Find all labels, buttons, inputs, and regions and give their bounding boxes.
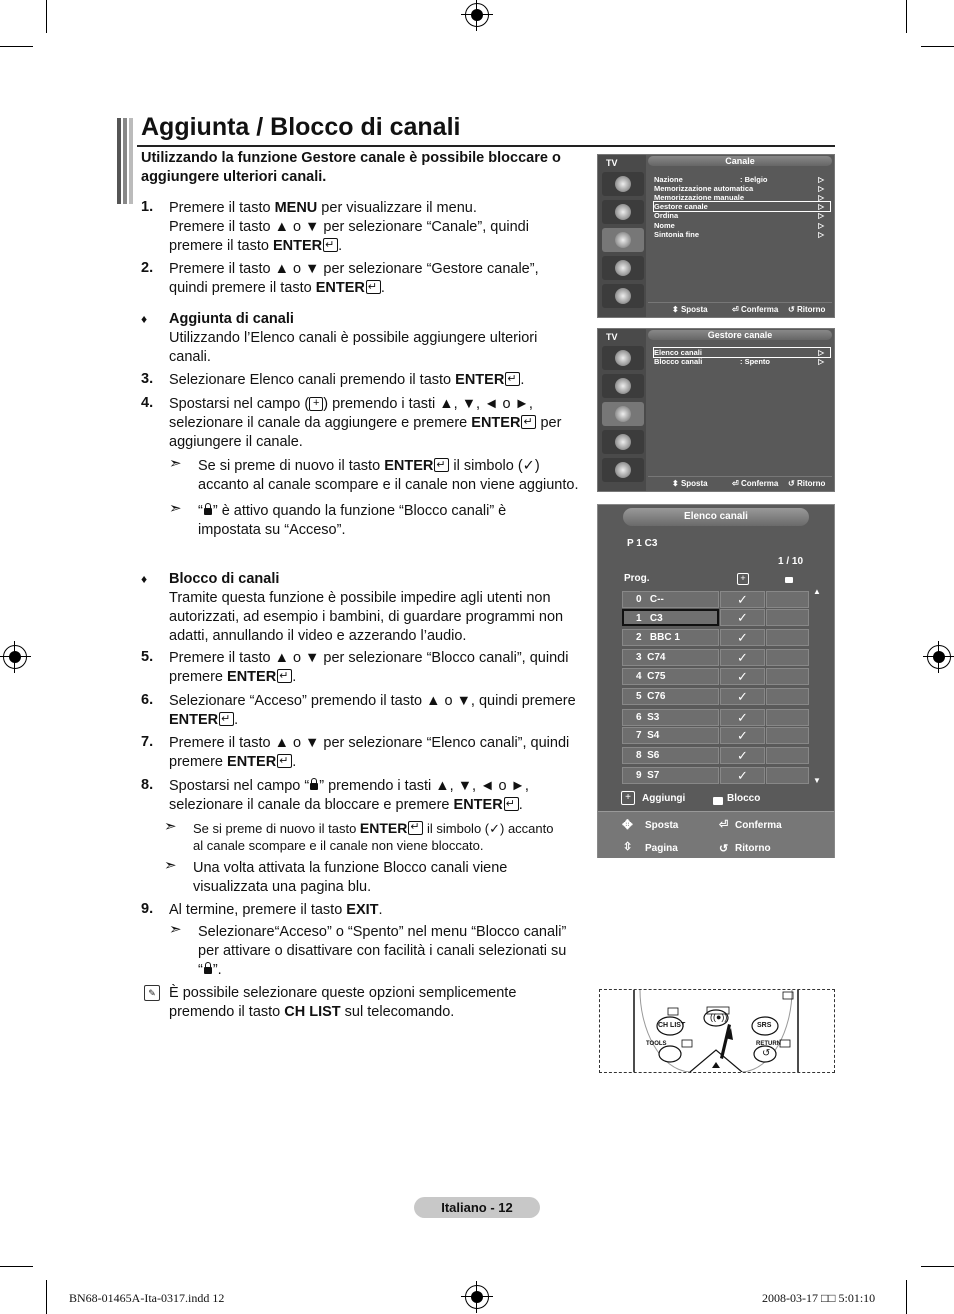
- tv-label: TV: [606, 332, 618, 342]
- scroll-up-icon[interactable]: ▲: [813, 587, 821, 596]
- enter-icon: [277, 669, 292, 683]
- page-icon: ⇳: [623, 841, 633, 853]
- lock-cell[interactable]: [766, 767, 809, 784]
- menu-item[interactable]: Nazione : Belgio ▷: [654, 175, 824, 184]
- footer-move: Sposta: [645, 820, 679, 831]
- return-icon: ↺: [719, 843, 729, 855]
- menu-item[interactable]: Sintonia fine ▷: [654, 230, 824, 239]
- check-icon[interactable]: ✓: [720, 709, 765, 726]
- channel-row[interactable]: 7 S4: [622, 727, 719, 744]
- add-section: Aggiunta di canali Utilizzando l’Elenco canali è possibile aggiungere ulteriori canali.: [169, 311, 538, 365]
- tv-label: TV: [606, 158, 618, 168]
- crop-mark: [0, 1266, 33, 1267]
- menu-footer: ⬍ Sposta ⏎ Conferma ↺ Ritorno: [648, 302, 832, 317]
- setup-icon[interactable]: [602, 256, 644, 280]
- step-1: Premere il tasto MENU per visualizzare il menu. Premere il tasto ▲ o ▼ per selezionare “Canale”, quindi premere il tasto ENTER↵ .: [169, 199, 589, 256]
- crop-mark: [906, 1280, 907, 1314]
- menu-item-selected[interactable]: Gestore canale ▷: [654, 202, 830, 211]
- lock-icon: [204, 508, 212, 515]
- lock-cell[interactable]: [766, 668, 809, 685]
- check-icon[interactable]: ✓: [720, 727, 765, 744]
- lock-icon: [785, 577, 793, 583]
- enter-icon: [277, 754, 292, 768]
- step-number: 9.: [141, 901, 154, 917]
- step-number: 5.: [141, 649, 154, 665]
- note-3: Se si preme di nuovo il tasto ENTER↵ il simbolo (✓) accanto al canale scompare e il canale non viene bloccato.: [193, 820, 593, 854]
- enter-icon: [505, 372, 520, 386]
- current-channel: P 1 C3: [627, 538, 658, 549]
- lock-icon: [204, 967, 212, 974]
- lock-cell[interactable]: [766, 629, 809, 646]
- block-section: Blocco di canali Tramite questa funzione è possibile impedire agli utenti non autorizzati, ad esempio i bambini, di guardare programmi non adatti, annullando il video e azzerando l’audio.: [169, 571, 564, 644]
- add-icon: +: [309, 397, 323, 411]
- step-4: Spostarsi nel campo ( + ) premendo i tasti ▲, ▼, ◄ o ►, selezionare il canale da aggiungere e premere ENTER↵ per aggiungere il canale.: [169, 395, 589, 452]
- channel-row[interactable]: 4 C75: [622, 668, 719, 685]
- menu-item[interactable]: Ordina ▷: [654, 211, 824, 220]
- step-8: Spostarsi nel campo “ ” premendo i tasti ▲, ▼, ◄ o ►, selezionare il canale da bloccare e premere ENTER↵ .: [169, 777, 594, 815]
- channel-row-selected[interactable]: 1 C3: [622, 609, 719, 626]
- enter-icon: [434, 458, 449, 472]
- footer-return: Ritorno: [735, 843, 771, 854]
- ch-list-button[interactable]: CH LIST: [658, 1022, 686, 1029]
- bullet-diamond-icon: ♦: [141, 312, 148, 326]
- add-icon: +: [621, 791, 635, 805]
- channel-row[interactable]: 8 S6: [622, 747, 719, 764]
- input-icon[interactable]: [602, 458, 644, 482]
- prog-column-header: Prog.: [624, 573, 650, 584]
- menu-item[interactable]: Memorizzazione manuale ▷: [654, 193, 824, 202]
- title-rule: [137, 145, 835, 147]
- return-label: RETURN: [756, 1041, 781, 1047]
- step-number: 4.: [141, 395, 154, 411]
- check-icon[interactable]: ✓: [720, 629, 765, 646]
- lock-cell[interactable]: [766, 649, 809, 666]
- menu-item[interactable]: Memorizzazione automatica ▷: [654, 184, 824, 193]
- step-5: Premere il tasto ▲ o ▼ per selezionare “Blocco canali”, quindi premere ENTER↵ .: [169, 649, 594, 687]
- footer-date: 2008-03-17 □□ 5:01:10: [762, 1291, 876, 1305]
- check-icon[interactable]: ✓: [720, 668, 765, 685]
- footer-confirm: Conferma: [735, 820, 782, 831]
- enter-icon: [504, 797, 519, 811]
- scroll-down-icon[interactable]: ▼: [813, 776, 821, 785]
- crop-mark: [921, 1266, 954, 1267]
- enter-icon: [219, 712, 234, 726]
- remote-body: [600, 990, 834, 1072]
- menu-header: Canale: [648, 156, 832, 166]
- step-3: Selezionare Elenco canali premendo il tasto ENTER↵ .: [169, 371, 589, 390]
- note-4: Una volta attivata la funzione Blocco canali viene visualizzata una pagina blu.: [193, 860, 508, 895]
- menu-item[interactable]: Blocco canali : Spento ▷: [654, 357, 824, 366]
- crop-mark: [921, 46, 954, 47]
- legend-add: Aggiungi: [642, 793, 686, 804]
- input-icon[interactable]: [602, 284, 644, 308]
- page-badge: Italiano - 12: [414, 1197, 540, 1218]
- tip-text: È possibile selezionare queste opzioni semplicemente premendo il tasto CH LIST sul telecomando.: [169, 985, 517, 1020]
- srs-button[interactable]: SRS: [757, 1022, 772, 1029]
- note-arrow-icon: ➣: [164, 857, 177, 874]
- step-2: Premere il tasto ▲ o ▼ per selezionare “Gestore canale”, quindi premere il tasto ENTER↵ .: [169, 260, 589, 298]
- note-arrow-icon: ➣: [169, 921, 182, 938]
- step-number: 6.: [141, 692, 154, 708]
- crop-mark: [906, 0, 907, 33]
- footer-page: Pagina: [645, 843, 678, 854]
- step-number: 8.: [141, 777, 154, 793]
- channel-icon[interactable]: [602, 402, 644, 426]
- remote-illustration: [599, 989, 835, 1073]
- lock-cell[interactable]: [766, 727, 809, 744]
- page-indicator: 1 / 10: [778, 556, 804, 567]
- enter-icon: ⏎: [719, 819, 729, 831]
- crop-mark: [0, 46, 33, 47]
- note-arrow-icon: ➣: [169, 500, 182, 517]
- channel-row[interactable]: 6 S3: [622, 709, 719, 726]
- registration-mark-icon: [927, 645, 951, 669]
- enter-icon: [366, 280, 381, 294]
- check-icon[interactable]: ✓: [720, 767, 765, 784]
- check-icon[interactable]: ✓: [720, 649, 765, 666]
- title-decoration: [117, 118, 133, 204]
- tv-menu-channel-manager: [597, 328, 835, 492]
- enter-icon: [323, 238, 338, 252]
- registration-mark-icon: [3, 645, 27, 669]
- crop-mark: [46, 1280, 47, 1314]
- check-icon[interactable]: ✓: [720, 688, 765, 705]
- channel-icon[interactable]: [602, 228, 644, 252]
- check-icon[interactable]: ✓: [720, 591, 765, 608]
- channel-row[interactable]: 5 C76: [622, 688, 719, 705]
- channel-row[interactable]: 2 BBC 1: [622, 629, 719, 646]
- bullet-diamond-icon: ♦: [141, 572, 148, 586]
- tv-menu-channel: [597, 154, 835, 318]
- step-9: Al termine, premere il tasto EXIT.: [169, 902, 383, 918]
- channel-list-header: Elenco canali: [623, 508, 809, 526]
- crop-mark: [46, 0, 47, 33]
- lock-cell[interactable]: [766, 688, 809, 705]
- channel-row[interactable]: 3 C74: [622, 649, 719, 666]
- note-arrow-icon: ➣: [164, 818, 177, 835]
- lock-icon: [713, 797, 723, 805]
- step-number: 7.: [141, 734, 154, 750]
- lock-cell[interactable]: [766, 709, 809, 726]
- registration-mark-icon: [465, 3, 489, 27]
- enter-icon: [521, 415, 536, 429]
- step-number: 2.: [141, 260, 154, 276]
- check-icon[interactable]: ✓: [720, 747, 765, 764]
- move-icon: ✥: [622, 817, 633, 832]
- check-icon[interactable]: ✓: [720, 609, 765, 626]
- note-2: “ ” è attivo quando la funzione “Blocco canali” è impostata su “Acceso”.: [198, 503, 507, 538]
- enter-icon: [408, 821, 423, 835]
- channel-row[interactable]: 0 C--: [622, 591, 719, 608]
- channel-row[interactable]: 9 S7: [622, 767, 719, 784]
- note-5: Selezionare“Acceso” o “Spento” nel menu “Blocco canali” per attivare o disattivare con facilità i canali selezionati su “ ”.: [198, 924, 567, 978]
- note-arrow-icon: ➣: [169, 455, 182, 472]
- setup-icon[interactable]: [602, 430, 644, 454]
- lock-cell[interactable]: [766, 591, 809, 608]
- channel-list-screen: [597, 504, 835, 858]
- menu-footer: ⬍ Sposta ⏎ Conferma ↺ Ritorno: [648, 476, 832, 491]
- menu-header: Gestore canale: [648, 330, 832, 340]
- legend-block: Blocco: [727, 793, 761, 804]
- add-icon: +: [737, 573, 749, 585]
- step-number: 3.: [141, 371, 154, 387]
- lock-cell[interactable]: [766, 609, 809, 626]
- footer-filename: BN68-01465A-Ita-0317.indd 12: [69, 1291, 225, 1305]
- channel-list-footer: [598, 811, 834, 858]
- page-title: Aggiunta / Blocco di canali: [141, 113, 461, 141]
- menu-item-selected[interactable]: Elenco canali ▷: [654, 348, 830, 357]
- picture-icon[interactable]: [602, 172, 644, 196]
- step-number: 1.: [141, 199, 154, 215]
- picture-icon[interactable]: [602, 346, 644, 370]
- mts-icon[interactable]: ((●)): [710, 1012, 728, 1022]
- lock-icon: [310, 783, 318, 790]
- step-7: Premere il tasto ▲ o ▼ per selezionare “Elenco canali”, quindi premere ENTER↵ .: [169, 734, 594, 772]
- sound-icon[interactable]: [602, 374, 644, 398]
- lock-cell[interactable]: [766, 747, 809, 764]
- tools-label: TOOLS: [646, 1041, 667, 1047]
- menu-item[interactable]: Nome ▷: [654, 221, 824, 230]
- registration-mark-icon: [465, 1285, 489, 1309]
- step-6: Selezionare “Acceso” premendo il tasto ▲ o ▼, quindi premere ENTER↵ .: [169, 692, 594, 730]
- tip-icon: ✎: [144, 985, 160, 1001]
- sound-icon[interactable]: [602, 200, 644, 224]
- note-1: Se si preme di nuovo il tasto ENTER↵ il simbolo (✓) accanto al canale scompare e il canale non viene aggiunto.: [198, 457, 593, 495]
- return-icon[interactable]: ↺: [762, 1048, 771, 1059]
- intro-text: Utilizzando la funzione Gestore canale è possibile bloccare o aggiungere ulteriori canali.: [141, 150, 561, 185]
